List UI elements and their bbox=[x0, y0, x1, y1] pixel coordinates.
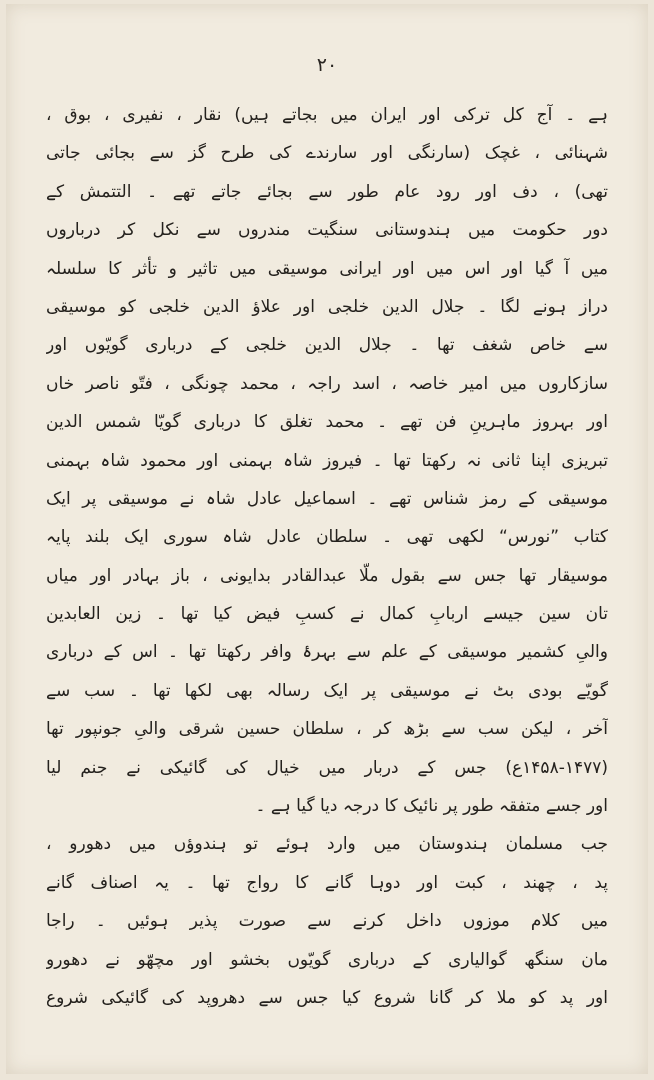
text-line: تبریزی اپنا ثانی نہ رکھتا تھا ۔ فیروز شاہ بہمنی اور محمود شاہ بہمنی bbox=[46, 450, 608, 471]
text-line: دراز ہونے لگا ۔ جلال الدین خلجی اور علاؤ الدین خلجی کو موسیقی bbox=[46, 296, 608, 317]
text-line: تھی) ، دف اور رود عام طور سے بجائے جاتے تھے ۔ التتمش کے bbox=[46, 181, 608, 202]
text-line: سے خاص شغف تھا ۔ جلال الدین خلجی کے درباری گویّوں اور bbox=[46, 335, 608, 356]
text-line: مان سنگھ گوالیاری کے درباری گویّوں بخشو اور مچھّو نے دھورو bbox=[46, 949, 608, 970]
text-line: سازکاروں میں امیر خاصہ ، اسد راجہ ، محمد چونگی ، فتّو ناصر خاں bbox=[46, 373, 608, 394]
text-line: تان سین جیسے اربابِ کمال نے کسبِ فیض کیا تھا ۔ زین العابدین bbox=[46, 604, 608, 625]
text-line: اور بہروز ماہرینِ فن تھے ۔ محمد تغلق کا درباری گویّا شمس الدین bbox=[46, 412, 608, 433]
text-line: میں آ گیا اور اس میں اور ایرانی موسیقی میں تاثیر و تأثر کا سلسلہ bbox=[46, 258, 608, 279]
text-line: گویّے بودی بٹ نے موسیقی پر ایک رسالہ بھی لکھا تھا ۔ سب سے bbox=[46, 680, 608, 701]
paragraph-2 bbox=[46, 825, 608, 1017]
text-line: جب مسلمان ہندوستان میں وارد ہوئے تو ہندوؤں میں دھورو ، bbox=[46, 834, 608, 855]
paragraph-1 bbox=[46, 96, 608, 825]
text-line: اور جسے متفقہ طور پر نائیک کا درجہ دیا گیا ہے ۔ bbox=[255, 796, 608, 817]
text-line: والیِ کشمیر موسیقی کے علم سے بہرۂ وافر رکھتا تھا ۔ اس کے درباری bbox=[46, 642, 608, 663]
text-line: کتاب ”نورس“ لکھی تھی ۔ سلطان عادل شاہ سوری ایک بلند پایہ bbox=[46, 527, 608, 548]
book-page bbox=[6, 4, 648, 1074]
text-line: آخر ، لیکن سب سے بڑھ کر ، سلطان حسین شرقی والیِ جونپور تھا bbox=[46, 719, 608, 740]
text-line: شہنائی ، غچک (سارنگی اور سارندے کی طرح گز سے بجائی جاتی bbox=[46, 143, 608, 164]
text-line: اور پد کو ملا کر گانا شروع کیا جس سے دھروپد کی گائیکی شروع bbox=[46, 987, 608, 1008]
text-line: پد ، چھند ، کبت اور دوہا گانے کا رواج تھا ۔ یہ اصناف گانے bbox=[46, 872, 608, 893]
text-line: دور حکومت میں ہندوستانی سنگیت مندروں سے نکل کر درباروں bbox=[46, 220, 608, 241]
page-body-text bbox=[46, 96, 608, 1017]
text-line: ہے ۔ آج کل ترکی اور ایران میں بجاتے ہیں) نقار ، نفیری ، بوق ، bbox=[46, 105, 608, 125]
text-line: (۱۴۵۸-۱۴۷۷ع) جس کے دربار میں خیال کی گائیکی نے جنم لیا bbox=[46, 757, 608, 778]
text-line: موسیقار تھا جس سے بقول ملّا عبدالقادر بدایونی ، باز بہادر اور میاں bbox=[46, 565, 608, 586]
text-line: موسیقی کے رمز شناس تھے ۔ اسماعیل عادل شاہ نے موسیقی پر ایک bbox=[46, 488, 608, 509]
text-line: میں کلام موزوں داخل کرنے سے صورت پذیر ہوئیں ۔ راجا bbox=[46, 911, 608, 932]
page-number: ٢٠ bbox=[316, 54, 338, 76]
